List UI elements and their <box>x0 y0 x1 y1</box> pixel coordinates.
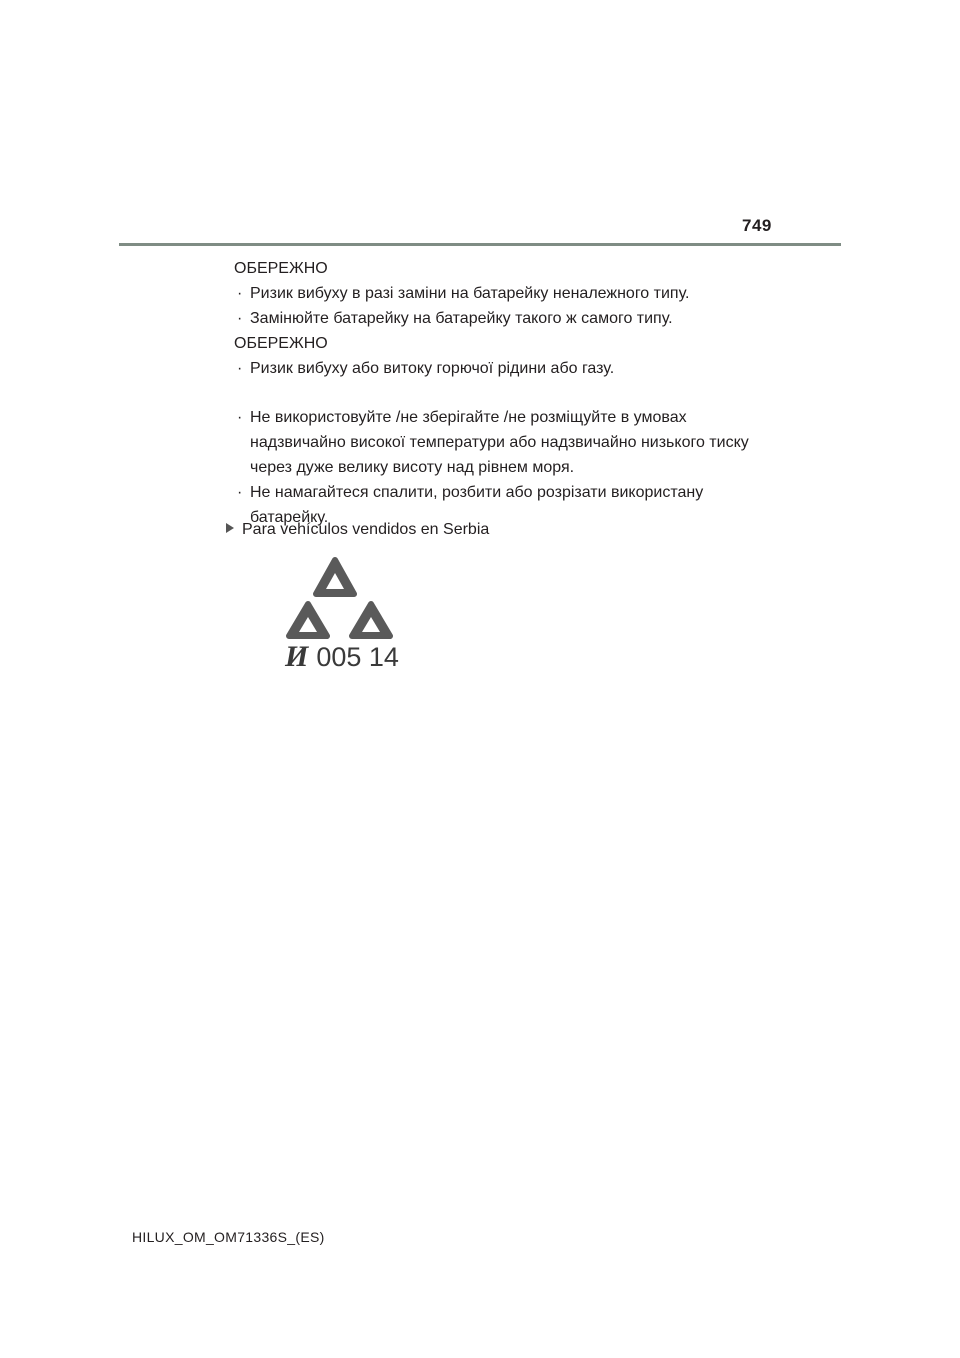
spacer <box>234 381 754 405</box>
header-divider <box>119 243 841 246</box>
footer-doc-id: HILUX_OM_OM71336S_(ES) <box>132 1229 325 1245</box>
page-number: 749 <box>742 216 772 235</box>
caution-block-1 <box>234 256 754 331</box>
caution-block-2 <box>234 331 754 530</box>
mark-code: 005 14 <box>316 642 399 672</box>
caution-item: · Не використовуйте /не зберігайте /не розміщуйте в умовах надзвичайно високої температури або надзвичайно низького тиску через дуже велику висоту над рівнем моря. <box>234 405 754 480</box>
caution-item: · Ризик вибуху або витоку горючої рідини або газу. <box>234 356 754 381</box>
caution-item: · Не намагайтеся спалити, розбити або розрізати використану батарейку. <box>234 480 754 530</box>
caution-item: · Ризик вибуху в разі заміни на батарейку неналежного типу. <box>234 281 754 306</box>
caution-item: · Замінюйте батарейку на батарейку такого ж самого типу. <box>234 306 754 331</box>
mark-letter: И <box>285 640 309 673</box>
battery-caution-section <box>234 256 754 530</box>
recycling-triangle-icon <box>283 556 403 642</box>
certification-mark <box>285 640 399 674</box>
caution-title: ОБЕРЕЖНО <box>234 335 328 352</box>
caution-title: ОБЕРЕЖНО <box>234 260 328 277</box>
triangle-arrow-icon <box>226 523 234 533</box>
serbia-heading-text: Para vehículos vendidos en Serbia <box>242 521 490 538</box>
serbia-heading <box>226 517 489 542</box>
